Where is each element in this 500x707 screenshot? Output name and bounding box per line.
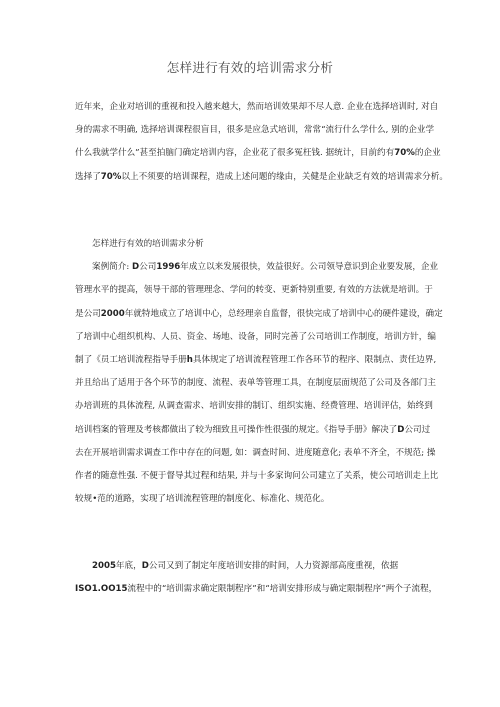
text-line: 2005年底，D公司又到了制定年度培训安排的时间，人力资源部高度重视，依据 — [92, 561, 399, 571]
text-line: 案例简介: D公司1996年成立以来发展很快，效益很好。公司领导意识到企业要发展，企业 — [92, 262, 439, 273]
case-heading: 怎样进行有效的培训需求分析 — [92, 239, 204, 249]
text-line: 较规•范的道路，实现了培训流程管理的制度化、标准化、规范化。 — [75, 494, 330, 505]
case-section — [75, 233, 470, 511]
text-line: 去在开展培训需求调查工作中存在的问题, 如：调查时间、进度随意化; 表单不齐全，不规范; 操 — [75, 447, 436, 458]
text-line: 作者的随意性强. 不便于督导其过程和结果, 并与十多家询问公司建立了关系，使公司培训走上比 — [75, 470, 439, 481]
text-line: 管理水平的提高，领导干部的管理理念、学问的转变、更新特别重要, 有效的方法就是培训。于 — [75, 285, 433, 296]
text-line: 什么我就学什么”甚至拍脑门确定培训内容，企业花了很多冤枉钱. 据统计，目前约有70%的企业 — [75, 148, 441, 159]
text-line: 制了《员工培训流程指导手册h具体规定了培训流程管理工作各环节的程序、限制点、责任边界, — [75, 354, 437, 365]
text-line: 是公司2000年就特地成立了培训中心，总经理亲自监督，很快完成了培训中心的硬件建设，确定 — [75, 308, 443, 319]
text-line: 近年来，企业对培训的重视和投入越来越大，然而培训效果却不尽人意. 企业在选择培训时, 对自 — [75, 102, 439, 112]
paragraph-2005 — [75, 555, 470, 601]
text-line: ISO1.OO15流程中的“培训需求确定限制程序”和“培训安排形成与确定限制程序”两个子流程， — [75, 584, 438, 595]
text-line: 并且给出了适用于各个环节的制度、流程、表单等管理工具，在制度层面规范了公司及各部门主 — [75, 378, 436, 389]
text-line: 选择了70%以上不须要的培训课程，造成上述问题的缘由，关健是企业缺乏有效的培训需求分析。 — [75, 171, 448, 182]
intro-paragraph — [75, 96, 470, 189]
text-line: 身的需求不明确, 选择培训课程很盲目，很多是应急式培训，常常“流行什么学什么, 别的企业学 — [75, 125, 435, 136]
text-line: 了培训中心组织机构、人员、资金、场地、设备，同时完善了公司培训工作制度，培训方针，编 — [75, 331, 436, 342]
text-line: 办培训班的具体流程, 从调查需求、培训安排的制订、组织实施、经费管理、培训评估，始终到 — [75, 401, 433, 412]
document-title: 怎样进行有效的培训需求分析 — [166, 60, 334, 75]
text-line: 培训档案的管理及考核都做出了较为细致且可操作性很强的规定。《指导手册》解决了D公司过 — [75, 424, 431, 435]
